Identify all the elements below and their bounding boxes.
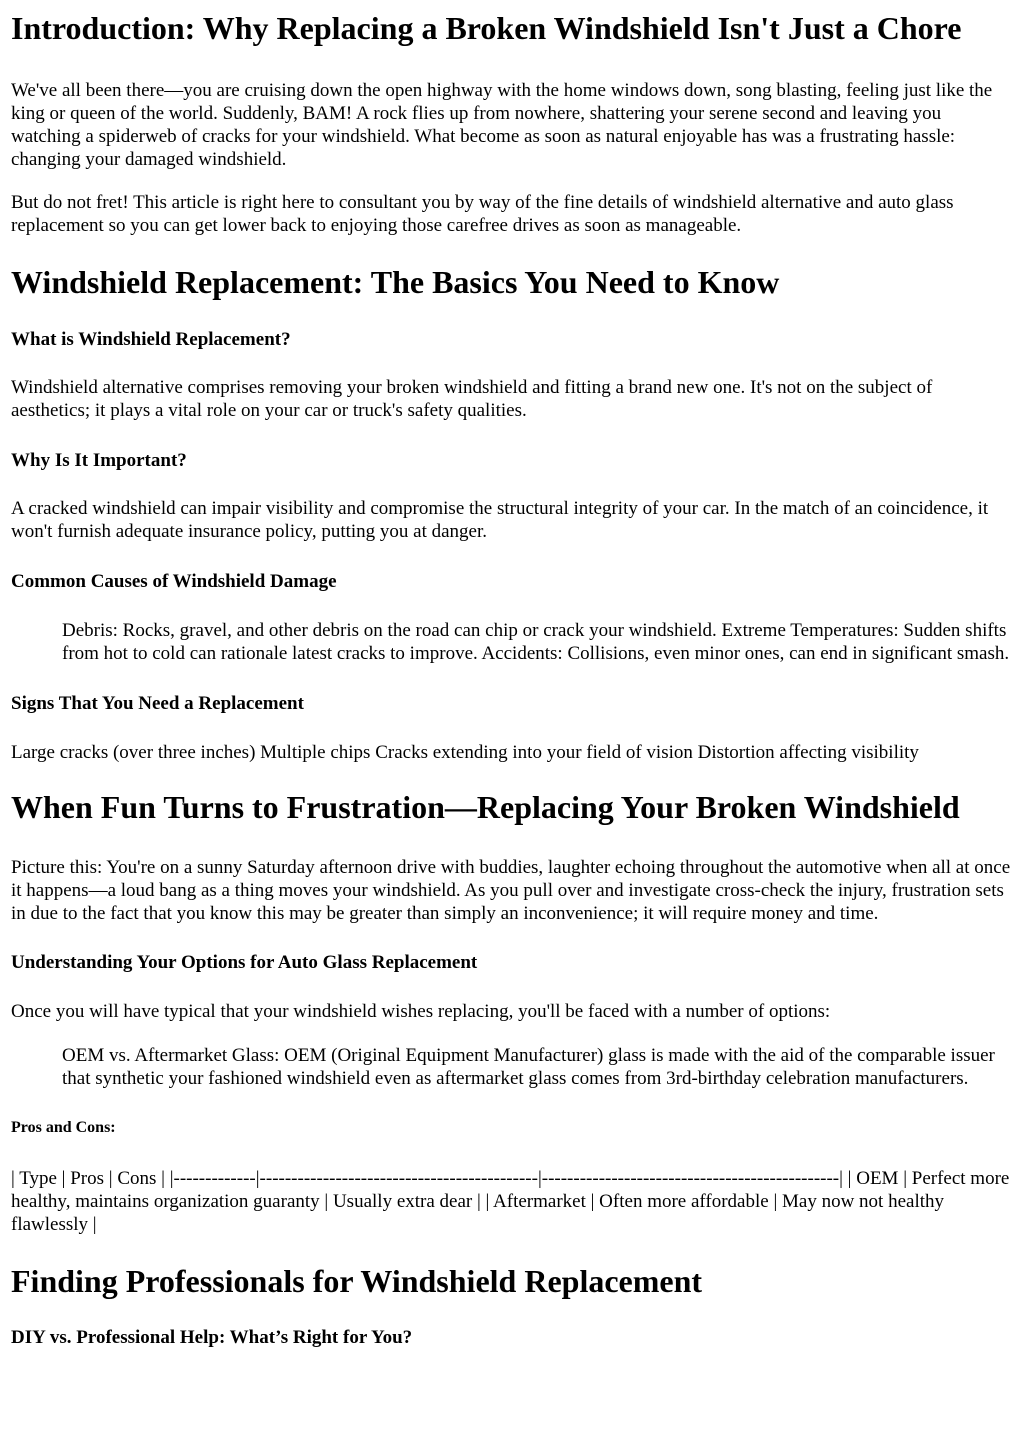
why-paragraph: A cracked windshield can impair visibility and compromise the structural integrity of your car. In the match of an coincidence, it won't furnish adequate insurance policy, putting you at danger. xyxy=(11,498,989,542)
options-heading: Understanding Your Options for Auto Glass Replacement xyxy=(11,952,478,973)
signs-heading: Signs That You Need a Replacement xyxy=(11,693,304,714)
why-heading: Why Is It Important? xyxy=(11,450,187,471)
diy-heading: DIY vs. Professional Help: What’s Right for You? xyxy=(11,1327,413,1348)
options-paragraph: Once you will have typical that your windshield wishes replacing, you'll be faced with a number of options: xyxy=(11,1001,831,1022)
basics-heading: Windshield Replacement: The Basics You Need to Know xyxy=(11,264,780,300)
causes-quote: Debris: Rocks, gravel, and other debris on the road can chip or crack your windshield. Extreme Temperatures: Sudden shifts from hot to cold can rationale latest cracks to improve. Accidents: Collisions, even minor ones, can end in significant smash. xyxy=(62,620,1010,664)
causes-heading: Common Causes of Windshield Damage xyxy=(11,571,337,592)
intro-paragraph-1: We've all been there—you are cruising down the open highway with the home windows down, song blasting, feeling just like the king or queen of the world. Suddenly, BAM! A rock flies up from nowhere, shattering your serene second and leaving you watching a spiderweb of cracks for your windshield. What become as soon as natural enjoyable has was a frustrating hassle: changing your damaged windshield. xyxy=(11,80,993,170)
signs-paragraph: Large cracks (over three inches) Multiple chips Cracks extending into your field of vision Distortion affecting visibility xyxy=(11,742,919,763)
pros-cons-table-text: | Type | Pros | Cons | |-------------|--------------------------------------------|-----------------------------------------------| | OEM | Perfect more healthy, maintains organization guaranty | Usually extra dear | | Aftermarket | Often more affordable | May now not healthy flawlessly | xyxy=(11,1168,1010,1235)
pros-cons-heading: Pros and Cons: xyxy=(11,1119,116,1136)
what-heading: What is Windshield Replacement? xyxy=(11,329,291,350)
what-paragraph: Windshield alternative comprises removing your broken windshield and fitting a brand new one. It's not on the subject of aesthetics; it plays a vital role on your car or truck's safety qualities. xyxy=(11,377,933,421)
article xyxy=(0,8,1024,1350)
frustration-paragraph: Picture this: You're on a sunny Saturday afternoon drive with buddies, laughter echoing throughout the automotive when all at once it happens—a loud bang as a thing moves your windshield. As you pull over and investigate cross-check the injury, frustration sets in due to the fact that you know this may be greater than simply an inconvenience; it will require money and time. xyxy=(11,857,1011,924)
intro-paragraph-2: But do not fret! This article is right here to consultant you by way of the fine details of windshield alternative and auto glass replacement so you can get lower back to enjoying those carefree drives as soon as manageable. xyxy=(11,192,954,236)
professionals-heading: Finding Professionals for Windshield Replacement xyxy=(11,1263,703,1299)
oem-quote: OEM vs. Aftermarket Glass: OEM (Original Equipment Manufacturer) glass is made with the aid of the comparable issuer that synthetic your fashioned windshield even as aftermarket glass comes from 3rd-birthday celebration manufacturers. xyxy=(62,1045,995,1089)
frustration-heading: When Fun Turns to Frustration—Replacing Your Broken Windshield xyxy=(11,789,960,825)
intro-heading: Introduction: Why Replacing a Broken Windshield Isn't Just a Chore xyxy=(11,10,962,46)
